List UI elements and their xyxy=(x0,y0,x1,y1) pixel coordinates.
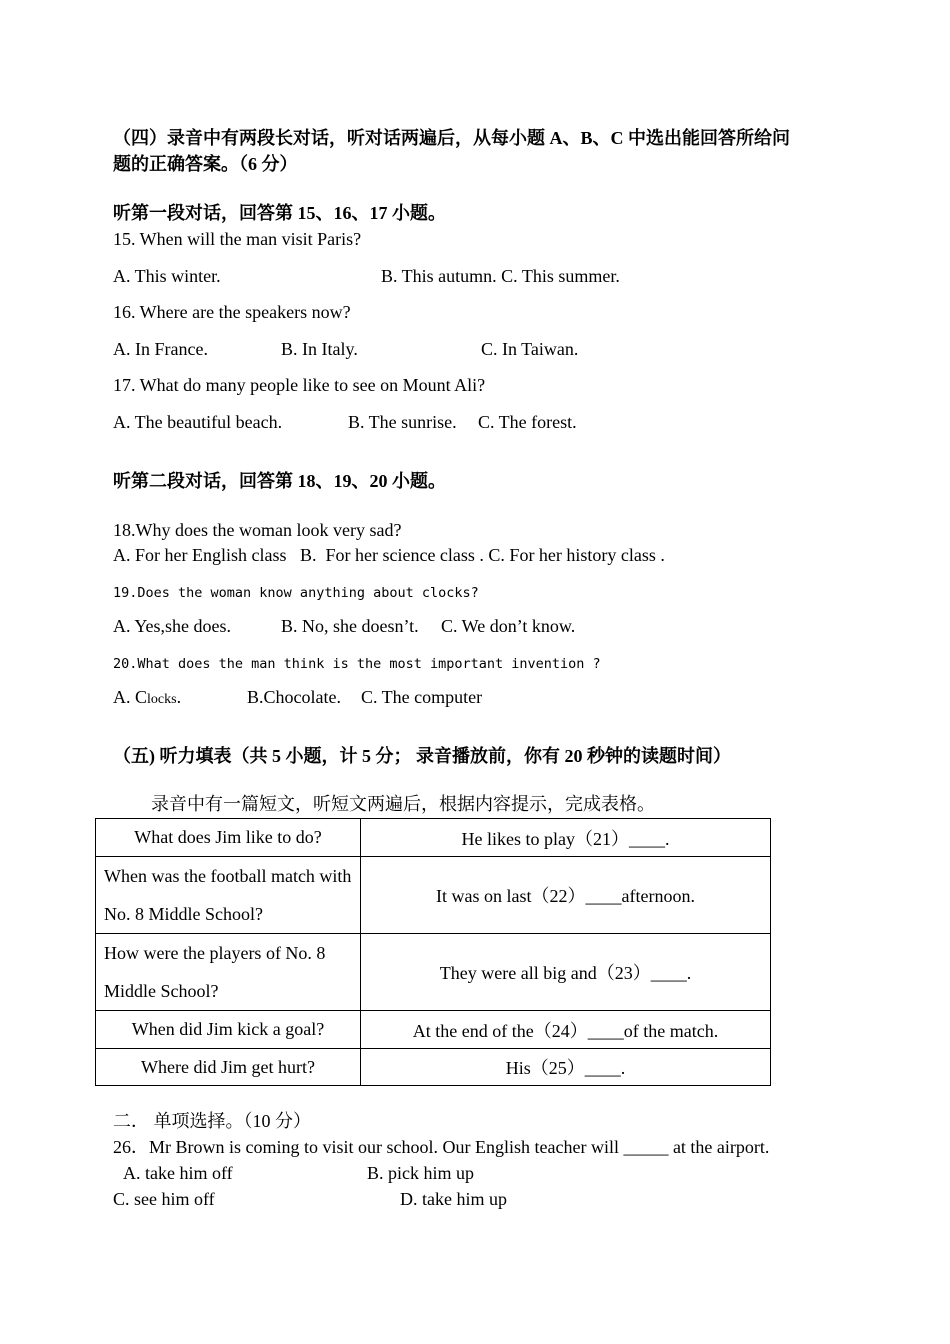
q20-stem: 20.What does the man think is the most important invention ? xyxy=(113,656,601,672)
table-answer-cell: It was on last（22）____afternoon. xyxy=(361,857,771,934)
q15-stem: 15. When will the man visit Paris? xyxy=(113,229,362,249)
table-row xyxy=(96,1011,771,1049)
section5-instruction: 录音中有一篇短文，听短文两遍后，根据内容提示，完成表格。 xyxy=(151,794,655,814)
q26-option-b: B. pick him up xyxy=(367,1163,474,1183)
q26-option-c: C. see him off xyxy=(113,1189,215,1209)
table-answer-cell: He likes to play（21）____. xyxy=(361,819,771,857)
table-row xyxy=(96,934,771,1011)
q20-option-a-word: locks xyxy=(147,692,177,707)
table-answer-cell: At the end of the（24）____of the match. xyxy=(361,1011,771,1049)
table-answer-cell: They were all big and（23）____. xyxy=(361,934,771,1011)
section4-title-line1: （四）录音中有两段长对话，听对话两遍后，从每小题 A、B、C 中选出能回答所给问 xyxy=(113,128,791,148)
table-row xyxy=(96,857,771,934)
listening-fill-table xyxy=(95,818,771,1086)
table-question-cell: What does Jim like to do? xyxy=(96,819,361,857)
q26-option-a: A. take him off xyxy=(123,1163,233,1183)
part2-title: 二． 单项选择。（10 分） xyxy=(113,1111,311,1131)
q26-stem: 26．Mr Brown is coming to visit our school. Our English teacher will _____ at the airport. xyxy=(113,1137,770,1157)
q19-option-a: A. Yes,she does. xyxy=(113,616,232,636)
q20-option-b: B.Chocolate. xyxy=(247,687,341,707)
table-question-cell: When did Jim kick a goal? xyxy=(96,1011,361,1049)
q20-option-c: C. The computer xyxy=(361,687,483,707)
q20-option-a-prefix: A. C xyxy=(113,687,148,707)
table-row xyxy=(96,819,771,857)
q17-option-c: C. The forest. xyxy=(478,412,577,432)
q17-option-a: A. The beautiful beach. xyxy=(113,412,283,432)
q19-option-c: C. We don’t know. xyxy=(441,616,576,636)
section5-title: （五) 听力填表（共 5 小题，计 5 分； 录音播放前，你有 20 秒钟的读题时间） xyxy=(113,746,731,766)
q18-stem: 18.Why does the woman look very sad? xyxy=(113,520,402,540)
section4-title-line2: 题的正确答案。（6 分） xyxy=(113,154,298,174)
q20-option-a-suffix: . xyxy=(176,687,182,707)
q26-option-d: D. take him up xyxy=(400,1189,507,1209)
table-question-cell: Where did Jim get hurt? xyxy=(96,1049,361,1086)
q18-options: A. For her English class B. For her science class . C. For her history class . xyxy=(113,545,665,565)
dialog1-header: 听第一段对话，回答第 15、16、17 小题。 xyxy=(113,203,446,223)
q19-stem: 19.Does the woman know anything about clocks? xyxy=(113,585,479,601)
q20-option-a xyxy=(113,686,181,711)
q15-option-bc: B. This autumn. C. This summer. xyxy=(381,266,620,286)
q16-option-a: A. In France. xyxy=(113,339,208,359)
q16-option-b: B. In Italy. xyxy=(281,339,358,359)
q16-option-c: C. In Taiwan. xyxy=(481,339,579,359)
table-answer-cell: His（25）____. xyxy=(361,1049,771,1086)
table-row xyxy=(96,1049,771,1086)
q17-option-b: B. The sunrise. xyxy=(348,412,457,432)
q17-stem: 17. What do many people like to see on Mount Ali? xyxy=(113,375,486,395)
dialog2-header: 听第二段对话，回答第 18、19、20 小题。 xyxy=(113,471,446,491)
q15-option-a: A. This winter. xyxy=(113,266,221,286)
q19-option-b: B. No, she doesn’t. xyxy=(281,616,419,636)
table-question-cell: How were the players of No. 8 Middle School? xyxy=(96,934,361,1011)
q16-stem: 16. Where are the speakers now? xyxy=(113,302,351,322)
table-question-cell: When was the football match with No. 8 Middle School? xyxy=(96,857,361,934)
